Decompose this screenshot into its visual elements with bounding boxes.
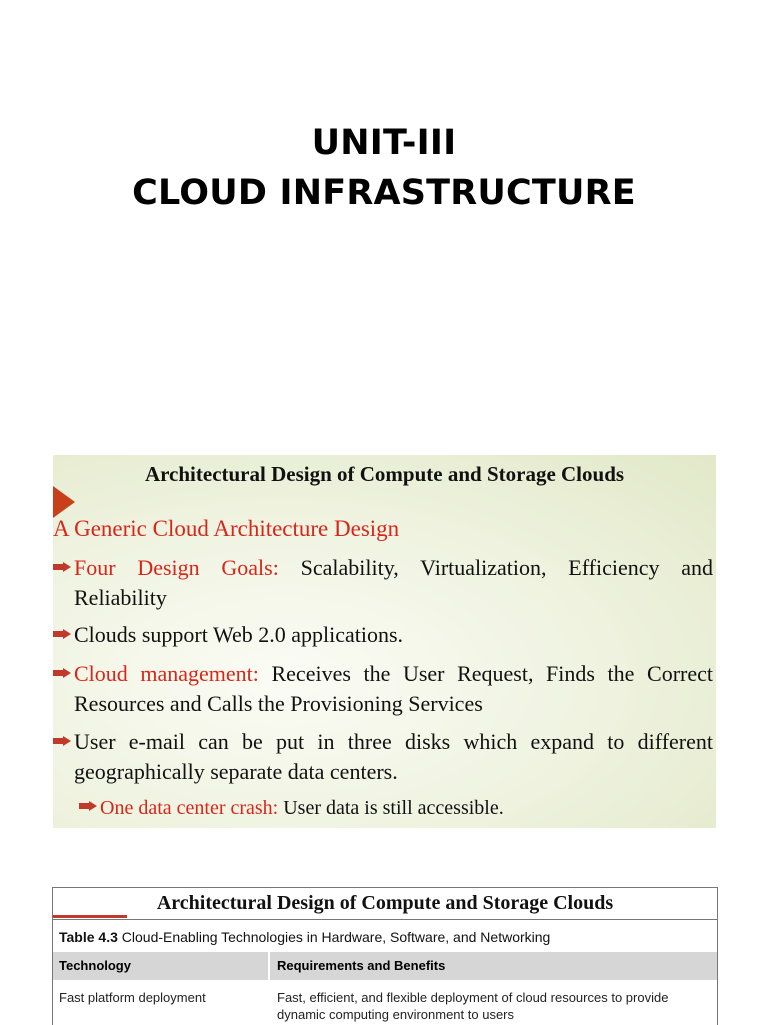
bullet-user-email xyxy=(53,727,713,787)
table-column-divider xyxy=(268,952,270,980)
slide-generic-cloud-architecture xyxy=(53,455,716,828)
table-cell-benefit: Fast, efficient, and flexible deployment of cloud resources to provide xyxy=(277,990,669,1005)
bullet-text: User data is still accessible. xyxy=(283,797,504,819)
bullet-text-cont: Reliability xyxy=(74,585,167,610)
page-title xyxy=(0,118,768,218)
bullet-design-goals xyxy=(53,553,713,613)
bullet-text: User e-mail can be put in three disks which expand to different xyxy=(74,729,713,754)
arrow-bullet-icon xyxy=(53,629,71,639)
bullet-text-cont: Resources and Calls the Provisioning Services xyxy=(74,691,483,716)
bullet-text-cont: geographically separate data centers. xyxy=(74,759,398,784)
sub-bullet-data-center-crash xyxy=(79,793,716,823)
table-caption-text: Cloud-Enabling Technologies in Hardware, Software, and Networking xyxy=(121,929,551,945)
bullet-label: One data center crash: xyxy=(100,797,279,819)
bullet-text: Scalability, Virtualization, Efficiency and xyxy=(300,555,714,580)
bullet-label: Cloud management: xyxy=(74,661,259,686)
slide1-heading: Architectural Design of Compute and Storage Clouds xyxy=(144,462,625,486)
arrow-bullet-icon xyxy=(79,801,97,811)
bullet-web20 xyxy=(53,620,713,650)
bullet-text: Clouds support Web 2.0 applications. xyxy=(74,622,404,647)
slide2-accent-bar xyxy=(53,915,127,918)
bullet-label: Four Design Goals: xyxy=(74,555,279,580)
arrow-bullet-icon xyxy=(53,736,71,746)
slide-cloud-enabling-technologies xyxy=(52,887,718,1025)
slide1-subheading: A Generic Cloud Architecture Design xyxy=(53,516,400,541)
title-topic: CLOUD INFRASTRUCTURE xyxy=(132,173,636,213)
slide-marker-icon xyxy=(53,486,75,518)
arrow-bullet-icon xyxy=(53,668,71,678)
table-caption xyxy=(59,929,550,945)
slide2-heading: Architectural Design of Compute and Storage Clouds xyxy=(156,892,614,914)
bullet-cloud-management xyxy=(53,659,713,719)
arrow-bullet-icon xyxy=(53,562,71,572)
table-header-row xyxy=(53,952,717,980)
slide2-divider xyxy=(53,919,717,920)
table-header-technology: Technology xyxy=(59,958,131,973)
title-unit: UNIT-III xyxy=(311,123,457,163)
bullet-text: Receives the User Request, Finds the Correct xyxy=(271,661,713,686)
table-cell-benefit-cont: dynamic computing environment to users xyxy=(277,1007,515,1022)
table-caption-label: Table 4.3 xyxy=(59,929,118,945)
table-cell-technology: Fast platform deployment xyxy=(59,990,206,1005)
table-header-benefits: Requirements and Benefits xyxy=(277,958,446,973)
